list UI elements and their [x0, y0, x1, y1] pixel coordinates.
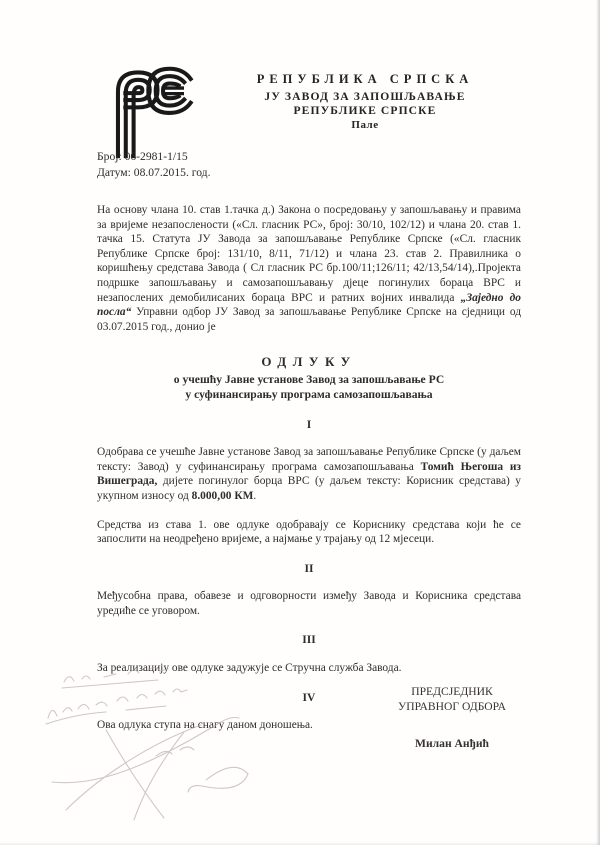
grant-amount: 8.000,00 КМ	[191, 489, 254, 502]
section-1-text-c: дијете погинулог борца ВРС (у даљем тексту: Корисник средстава) у укупном износу од	[97, 475, 521, 502]
document-body	[97, 203, 521, 733]
section-1-paragraph-2: Средства из става 1. ове одлуке одобравају се Кориснику средстава који ће се запослити на неодређено вријеме, а најмање у трајању од 12 мјесеци.	[97, 518, 521, 546]
section-marker-2: II	[304, 561, 314, 575]
document-meta	[97, 149, 210, 180]
section-marker-3: III	[302, 633, 316, 647]
letterhead-republic: РЕПУБЛИКА СРПСКА	[256, 72, 474, 86]
letterhead-institution-2: РЕПУБЛИКЕ СРПСКЕ	[293, 104, 437, 117]
section-1-text-a: Одобрава се учешће Јавне установе Завод за запошљавање Републике Српске (у даљем тексту: Завод) у суфинансирању програма самозапошљавања	[97, 446, 521, 473]
section-1-text-e: .	[253, 489, 257, 502]
decision-subtitle-1: о учешћу Јавне установе Завод за запошљавање РС	[173, 372, 445, 386]
letterhead-city: Пале	[351, 119, 379, 131]
beneficiary-name: Томић Његоша из Вишеграда,	[97, 460, 522, 488]
signature-block	[372, 684, 532, 751]
section-marker-1: I	[306, 417, 312, 431]
signatory-name: Милан Анђић	[415, 737, 489, 750]
handwritten-annotation	[36, 660, 316, 835]
section-4-paragraph: Ова одлука ступа на снагу даном доношења.	[97, 719, 313, 732]
project-title-quote: „Заједно до посла“	[97, 291, 521, 319]
letterhead	[210, 72, 520, 131]
section-1-paragraph-1	[97, 445, 521, 503]
signatory-title-1: ПРЕДСЈЕДНИК	[411, 685, 493, 698]
document-date: Датум: 08.07.2015. год.	[97, 165, 211, 179]
zavod-monogram-logo	[106, 62, 198, 162]
preamble-paragraph	[97, 203, 521, 334]
document-number: Број: 06-2981-1/15	[97, 150, 188, 163]
preamble-text-2: Управни одбор ЈУ Завод за запошљавање Републике Српске на сједници од 03.07.2015 год., донио је	[97, 306, 521, 333]
decision-subtitle-2: у суфинансирању програма самозапошљавања	[185, 387, 433, 401]
preamble-text: На основу члана 10. став 1.тачка д.) Закона о посредовању у запошљавању и правима за вријеме незапослености («Сл. гласник РС», број: 30/10, 102/12) и члана 20. став 1. тачка 15. Статута ЈУ Завода за запошљавање Републике Српске («Сл. гласник Републике Српске број: 131/10, 8/11, 71/12) и члана 23. став 2. Правилника о коришћењу средстава Завода ( Сл гласник РС бр.100/11;126/11; 42/13,54/14),.Пројекта подршке запошљавању и самозапошљавању дјеце погинулих бораца ВРС и незапослених демобилисаних бораца ВРС и ратних војних инвалида	[97, 204, 521, 304]
decision-title: ОДЛУКУ	[261, 354, 357, 370]
scan-edge-right	[596, 0, 600, 845]
letterhead-institution: ЈУ ЗАВОД ЗА ЗАПОШЉАВАЊЕ	[264, 90, 466, 103]
section-3-paragraph: За реализацију ове одлуке задужује се Стручна служба Завода.	[97, 662, 402, 675]
section-2-paragraph: Међусобна права, обавезе и одговорности између Завода и Корисника средстава уредиће се уговором.	[97, 590, 521, 617]
section-marker-4: IV	[302, 690, 316, 704]
signatory-title-2: УПРАВНОГ ОДБОРА	[398, 700, 506, 713]
decision-heading	[97, 355, 521, 402]
